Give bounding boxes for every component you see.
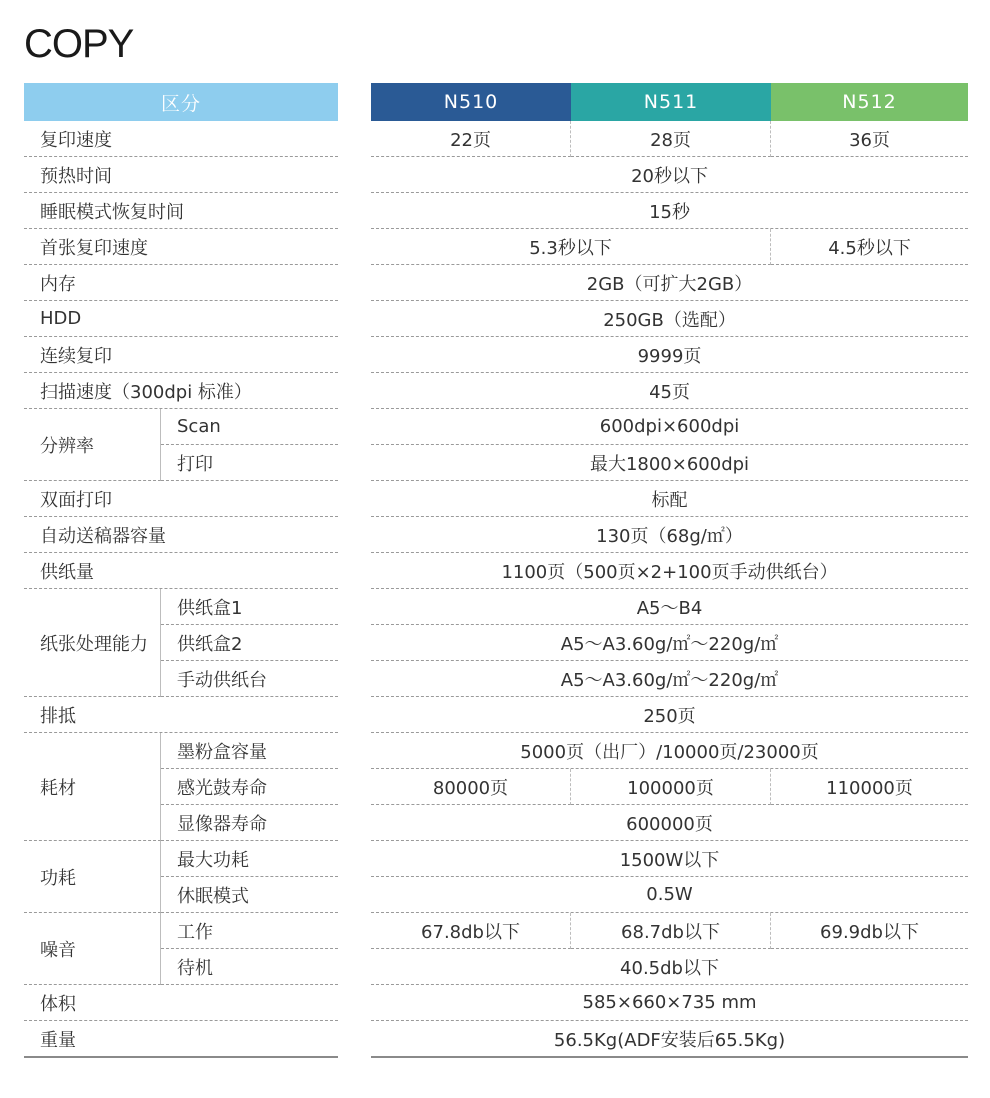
sub-label: Scan bbox=[161, 409, 338, 445]
value-all: 标配 bbox=[371, 481, 968, 517]
value-all: A5～A3.60g/㎡～220g/㎡ bbox=[371, 661, 968, 697]
value-all: 250页 bbox=[371, 697, 968, 733]
row-label: HDD bbox=[24, 301, 338, 337]
row-label: 自动送稿器容量 bbox=[24, 517, 338, 553]
value-all: 15秒 bbox=[371, 193, 968, 229]
value-n510: 80000页 bbox=[371, 769, 571, 805]
sub-label: 工作 bbox=[161, 913, 338, 949]
row-hdd bbox=[24, 301, 968, 337]
row-label: 重量 bbox=[24, 1021, 338, 1058]
sub-label: 待机 bbox=[161, 949, 338, 985]
row-label: 内存 bbox=[24, 265, 338, 301]
value-all: 45页 bbox=[371, 373, 968, 409]
row-paper-supply bbox=[24, 553, 968, 589]
group-label-noise: 噪音 bbox=[24, 913, 161, 985]
header-category: 区分 bbox=[24, 83, 338, 121]
header-model-n510: N510 bbox=[371, 83, 571, 121]
row-label: 睡眠模式恢复时间 bbox=[24, 193, 338, 229]
row-noise-operating bbox=[24, 913, 968, 949]
row-sleep-recovery bbox=[24, 193, 968, 229]
row-duplex bbox=[24, 481, 968, 517]
row-label: 扫描速度（300dpi 标准） bbox=[24, 373, 338, 409]
row-consumables-drum bbox=[24, 769, 968, 805]
row-paper-tray1 bbox=[24, 589, 968, 625]
sub-label: 供纸盒2 bbox=[161, 625, 338, 661]
value-all: 5000页（出厂）/10000页/23000页 bbox=[371, 733, 968, 769]
value-n512: 110000页 bbox=[771, 769, 968, 805]
row-label: 首张复印速度 bbox=[24, 229, 338, 265]
spec-table bbox=[24, 83, 968, 1058]
value-all: 2GB（可扩大2GB） bbox=[371, 265, 968, 301]
value-all: 1500W以下 bbox=[371, 841, 968, 877]
row-noise-standby bbox=[24, 949, 968, 985]
sub-label: 休眠模式 bbox=[161, 877, 338, 913]
group-label-consumables: 耗材 bbox=[24, 733, 161, 841]
value-all: 600000页 bbox=[371, 805, 968, 841]
row-output bbox=[24, 697, 968, 733]
value-all: 130页（68g/㎡） bbox=[371, 517, 968, 553]
row-paper-tray2 bbox=[24, 625, 968, 661]
row-label: 双面打印 bbox=[24, 481, 338, 517]
value-all: A5～A3.60g/㎡～220g/㎡ bbox=[371, 625, 968, 661]
value-all: 9999页 bbox=[371, 337, 968, 373]
value-all: 40.5db以下 bbox=[371, 949, 968, 985]
value-n512: 36页 bbox=[771, 121, 968, 157]
row-copy-speed bbox=[24, 121, 968, 157]
page-title: COPY bbox=[24, 22, 134, 66]
row-adf bbox=[24, 517, 968, 553]
value-all: A5～B4 bbox=[371, 589, 968, 625]
value-n510: 67.8db以下 bbox=[371, 913, 571, 949]
row-label: 连续复印 bbox=[24, 337, 338, 373]
row-label: 预热时间 bbox=[24, 157, 338, 193]
group-label-resolution: 分辨率 bbox=[24, 409, 161, 481]
row-dimensions bbox=[24, 985, 968, 1021]
row-memory bbox=[24, 265, 968, 301]
row-resolution-print bbox=[24, 445, 968, 481]
sub-label: 显像器寿命 bbox=[161, 805, 338, 841]
row-continuous-copy bbox=[24, 337, 968, 373]
value-n512: 4.5秒以下 bbox=[771, 229, 968, 265]
value-n512: 69.9db以下 bbox=[771, 913, 968, 949]
row-first-copy bbox=[24, 229, 968, 265]
value-all: 250GB（选配） bbox=[371, 301, 968, 337]
value-all: 最大1800×600dpi bbox=[371, 445, 968, 481]
sub-label: 打印 bbox=[161, 445, 338, 481]
value-all: 1100页（500页×2+100页手动供纸台） bbox=[371, 553, 968, 589]
row-scan-speed bbox=[24, 373, 968, 409]
value-all: 20秒以下 bbox=[371, 157, 968, 193]
group-label-power: 功耗 bbox=[24, 841, 161, 913]
value-all: 585×660×735 mm bbox=[371, 985, 968, 1021]
row-label: 复印速度 bbox=[24, 121, 338, 157]
value-n511: 28页 bbox=[571, 121, 771, 157]
row-power-max bbox=[24, 841, 968, 877]
value-all: 600dpi×600dpi bbox=[371, 409, 968, 445]
sub-label: 最大功耗 bbox=[161, 841, 338, 877]
row-resolution-scan bbox=[24, 409, 968, 445]
row-weight bbox=[24, 1021, 968, 1058]
row-label: 体积 bbox=[24, 985, 338, 1021]
value-n510-n511: 5.3秒以下 bbox=[371, 229, 771, 265]
sub-label: 手动供纸台 bbox=[161, 661, 338, 697]
row-paper-manual bbox=[24, 661, 968, 697]
group-label-paper-handling: 纸张处理能力 bbox=[24, 589, 161, 697]
value-n511: 100000页 bbox=[571, 769, 771, 805]
sub-label: 供纸盒1 bbox=[161, 589, 338, 625]
value-all: 56.5Kg(ADF安装后65.5Kg) bbox=[371, 1021, 968, 1058]
header-model-n511: N511 bbox=[571, 83, 771, 121]
sub-label: 感光鼓寿命 bbox=[161, 769, 338, 805]
value-n511: 68.7db以下 bbox=[571, 913, 771, 949]
value-all: 0.5W bbox=[371, 877, 968, 913]
row-consumables-toner bbox=[24, 733, 968, 769]
sub-label: 墨粉盒容量 bbox=[161, 733, 338, 769]
row-label: 供纸量 bbox=[24, 553, 338, 589]
row-consumables-developer bbox=[24, 805, 968, 841]
row-label: 排抵 bbox=[24, 697, 338, 733]
value-n510: 22页 bbox=[371, 121, 571, 157]
table-header-row bbox=[24, 83, 968, 121]
row-power-sleep bbox=[24, 877, 968, 913]
header-model-n512: N512 bbox=[771, 83, 968, 121]
row-warmup bbox=[24, 157, 968, 193]
